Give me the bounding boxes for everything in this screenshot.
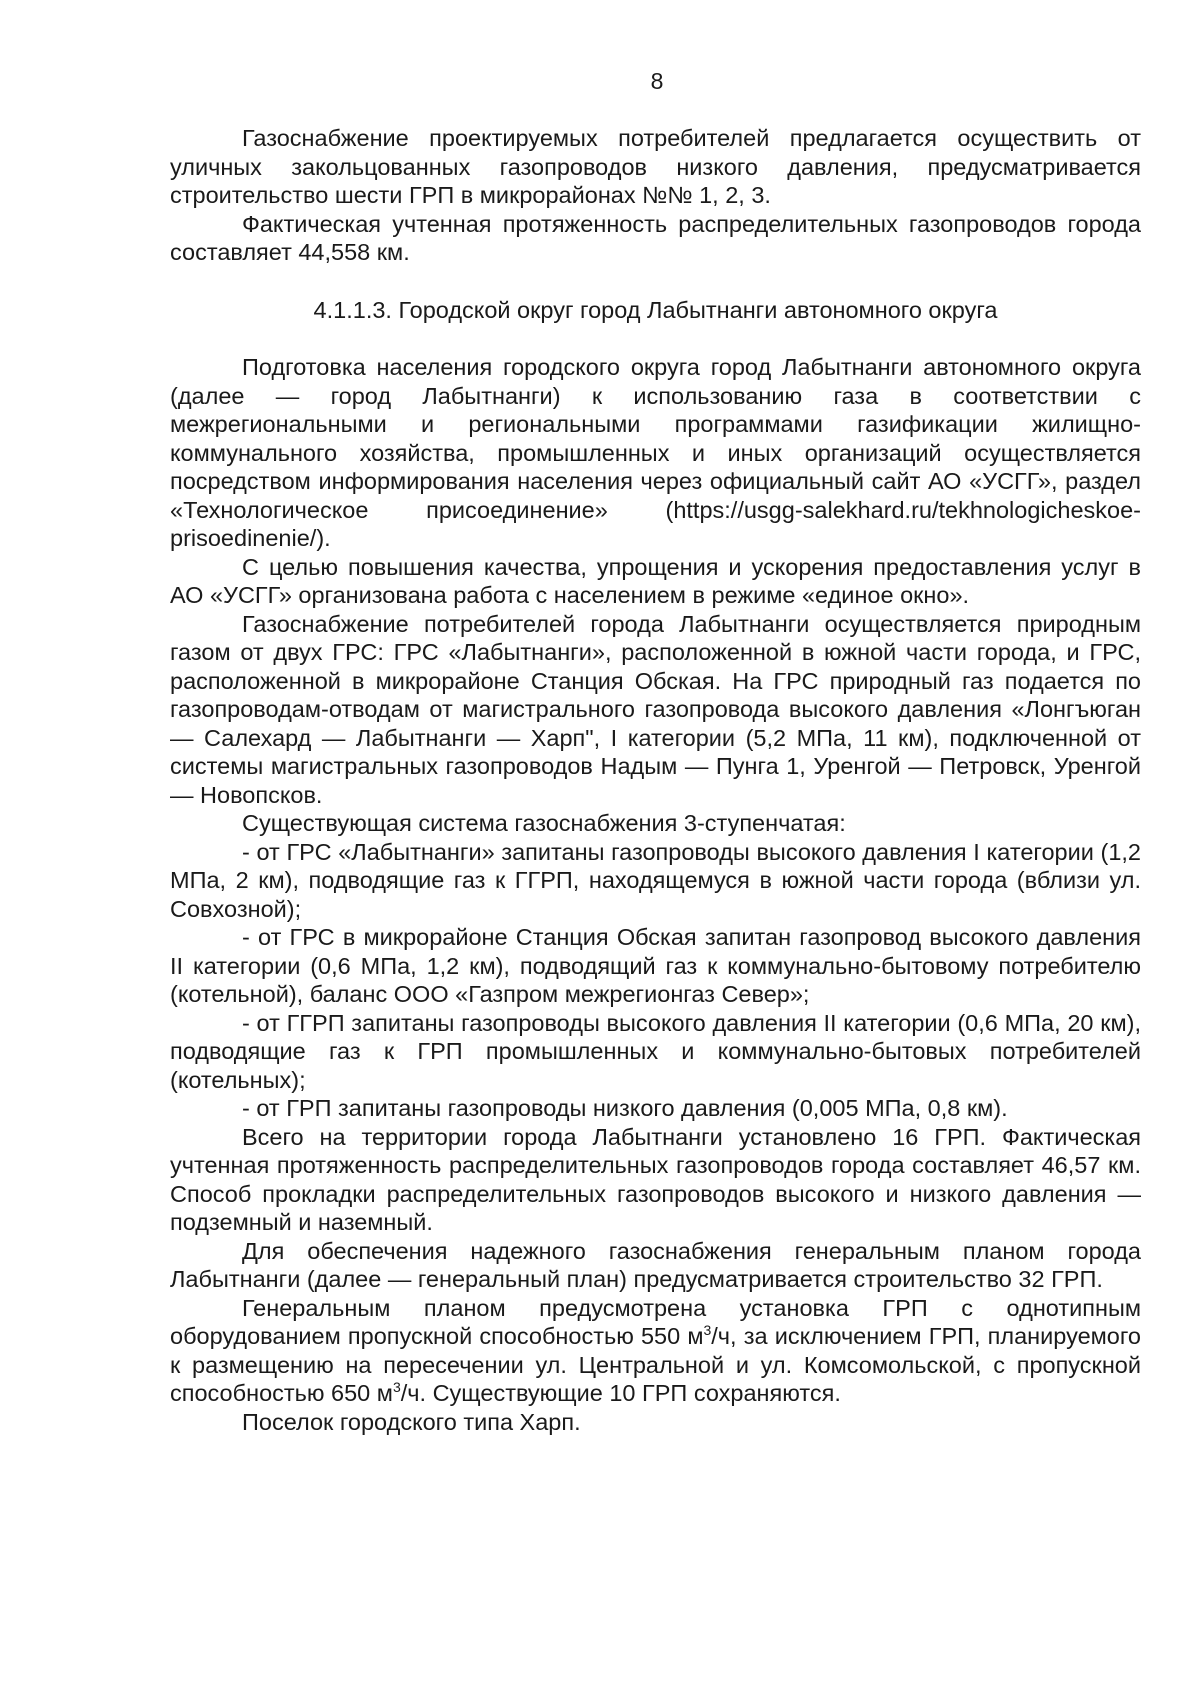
list-item: - от ГРС «Лабытнанги» запитаны газопроводы высокого давления I категории (1,2 МПа, 2 км), подводящие газ к ГГРП, находящемуся в южной части города (вблизи ул. Совхозной); [170, 838, 1141, 922]
paragraph: Существующая система газоснабжения 3-ступенчатая: [242, 810, 846, 836]
paragraph: Газоснабжение потребителей города Лабытнанги осуществляется природным газом от двух ГРС: ГРС «Лабытнанги», расположенной в южной части города, и ГРС, расположенной в микрорайоне Станция Обская. На ГРС природный газ подается по газопроводам-отводам от магистрального газопровода высокого давления «Лонгъюган — Салехард — Лабытнанги — Харп", I категории (5,2 МПа, 11 км), подключенной от системы магистральных газопроводов Надым — Пунга 1, Уренгой — Петровск, Уренгой — Новопсков. [170, 610, 1141, 808]
paragraph: Поселок городского типа Харп. [242, 1408, 581, 1435]
text-fragment: /ч. Существующие 10 ГРП сохраняются. [400, 1380, 841, 1406]
paragraph: Фактическая учтенная протяженность распределительных газопроводов города составляет 44,558 км. [170, 210, 1141, 265]
list-item: - от ГГРП запитаны газопроводы высокого давления II категории (0,6 МПа, 20 км), подводящие газ к ГРП промышленных и коммунально-бытовых потребителей (котельных); [170, 1009, 1141, 1093]
paragraph: Подготовка населения городского округа город Лабытнанги автономного округа (далее — город Лабытнанги) к использованию газа в соответствии с межрегиональными и региональными программами газификации жилищно-коммунального хозяйства, промышленных и иных организаций осуществляется посредством информирования населения через официальный сайт АО «УСГГ», раздел «Технологическое присоединение» (https://usgg-salekhard.ru/tekhnologicheskoe-prisoedinenie/). [170, 354, 1141, 551]
equipment-paragraph [170, 1294, 1141, 1408]
paragraph: Всего на территории города Лабытнанги установлено 16 ГРП. Фактическая учтенная протяженность распределительных газопроводов города составляет 46,57 км. Способ прокладки распределительных газопроводов высокого и низкого давления — подземный и наземный. [170, 1123, 1141, 1235]
list-item: - от ГРП запитаны газопроводы низкого давления (0,005 МПа, 0,8 км). [242, 1095, 1008, 1121]
paragraph: Для обеспечения надежного газоснабжения генеральным планом города Лабытнанги (далее — генеральный план) предусматривается строительство 32 ГРП. [170, 1237, 1141, 1292]
superscript: 3 [392, 1379, 401, 1396]
text-fragment: /ч, за исключением ГРП, планируемого к размещению на пересечении ул. Центральной и ул. Комсомольской, с пропускной способностью 650 м [170, 1323, 1141, 1406]
paragraph: С целью повышения качества, упрощения и ускорения предоставления услуг в АО «УСГГ» организована работа с населением в режиме «единое окно». [170, 553, 1141, 608]
text-fragment: Генеральным планом предусмотрена установка ГРП с однотипным оборудованием пропускной способностью 550 м [170, 1294, 1141, 1349]
superscript: 3 [703, 1322, 712, 1339]
paragraph: Газоснабжение проектируемых потребителей предлагается осуществить от уличных закольцованных газопроводов низкого давления, предусматривается строительство шести ГРП в микрорайонах №№ 1, 2, 3. [170, 125, 1141, 208]
list-item: - от ГРС в микрорайоне Станция Обская запитан газопровод высокого давления II категории (0,6 МПа, 1,2 км), подводящий газ к коммунально-бытовому потребителю (котельной), баланс ООО «Газпром межрегионгаз Север»; [170, 924, 1141, 1007]
section-heading: 4.1.1.3. Городской округ город Лабытнанги автономного округа [313, 296, 998, 323]
document-body [170, 124, 1141, 1436]
page-number: 8 [650, 68, 664, 94]
